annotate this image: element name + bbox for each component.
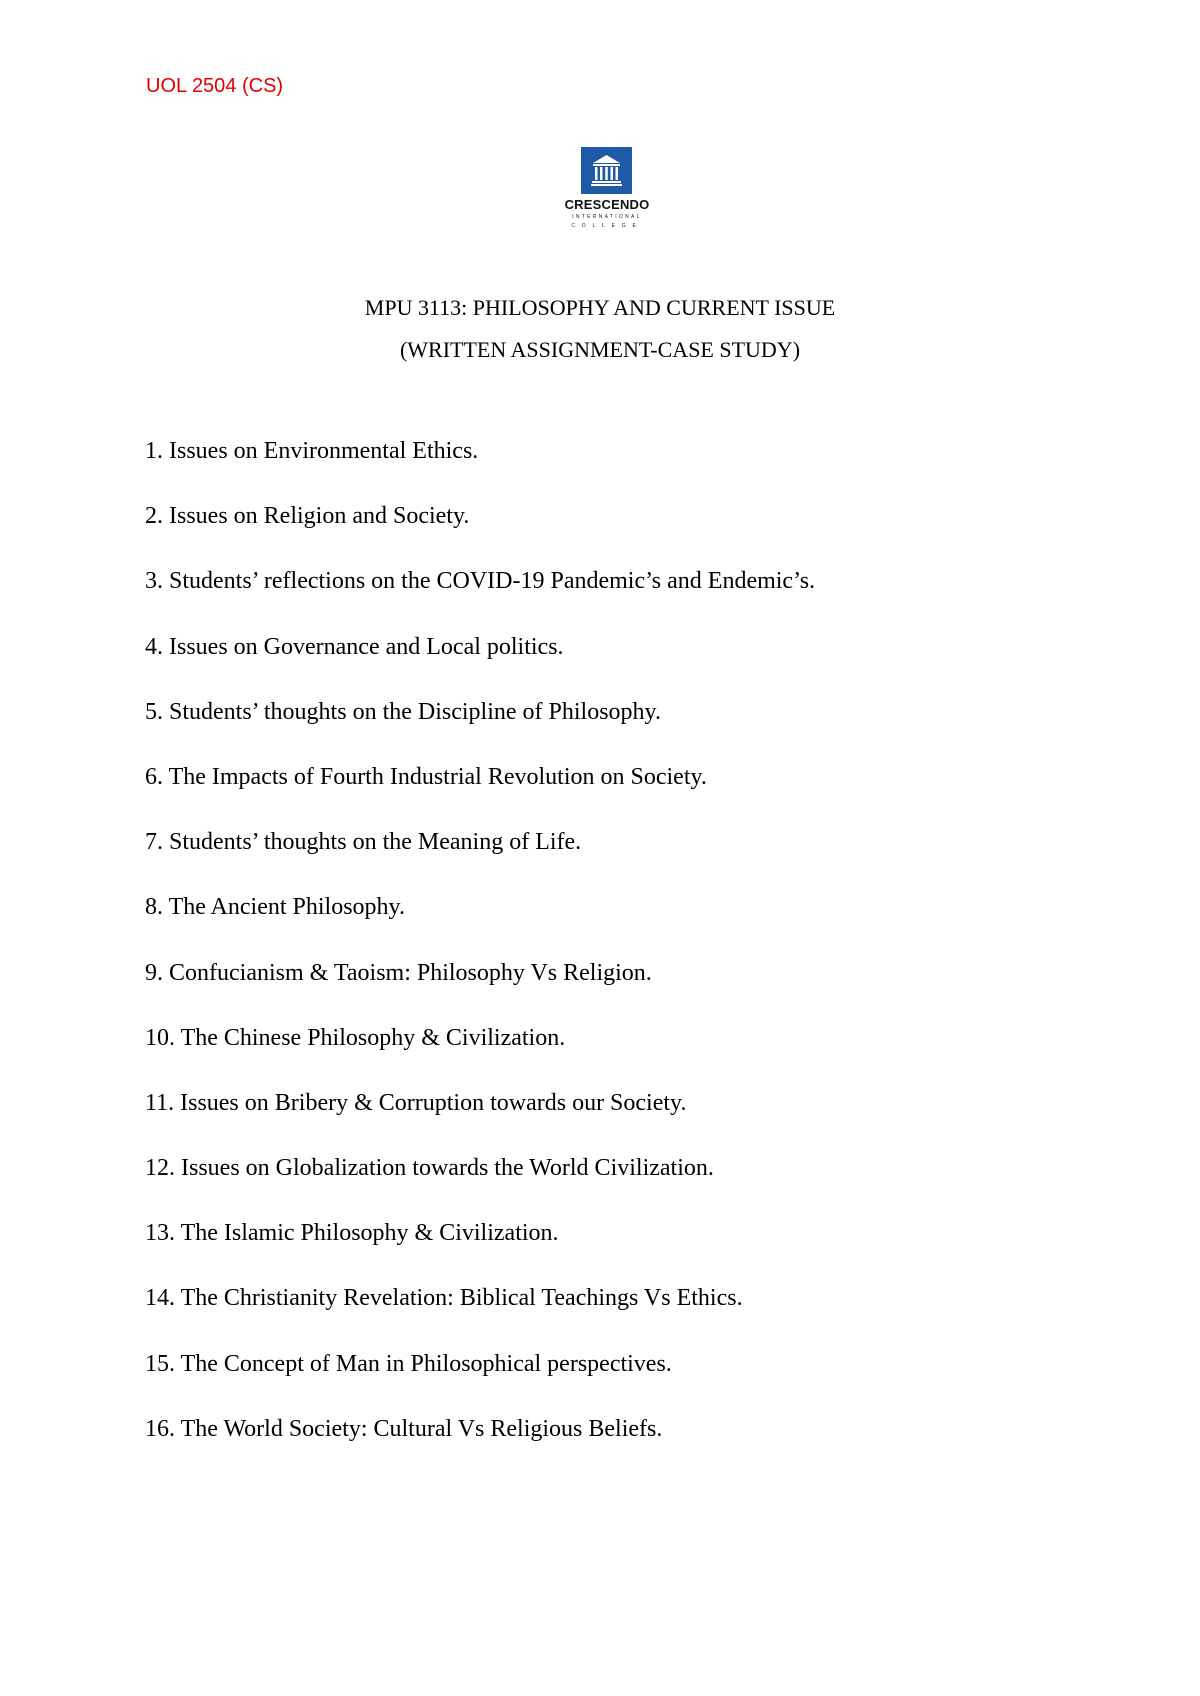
topic-item: 11. Issues on Bribery & Corruption towards our Society. [145, 1089, 687, 1116]
document-subtitle: (WRITTEN ASSIGNMENT-CASE STUDY) [399, 337, 801, 362]
topic-item: 4. Issues on Governance and Local politics. [145, 633, 564, 660]
topic-item: 16. The World Society: Cultural Vs Religious Beliefs. [145, 1415, 663, 1442]
college-logo [553, 147, 661, 237]
logo-name: CRESCENDO [564, 197, 650, 212]
topic-item: 12. Issues on Globalization towards the World Civilization. [145, 1155, 714, 1182]
topic-item: 10. The Chinese Philosophy & Civilization. [145, 1024, 566, 1051]
topic-item: 3. Students’ reflections on the COVID-19 Pandemic’s and Endemic’s. [145, 568, 816, 595]
topic-item: 15. The Concept of Man in Philosophical perspectives. [145, 1350, 672, 1377]
topic-item: 2. Issues on Religion and Society. [145, 503, 470, 530]
course-code-tag: UOL 2504 (CS) [146, 75, 284, 97]
college-building-icon [581, 147, 632, 194]
logo-subtitle-international: INTERNATIONAL [572, 214, 642, 220]
topic-item: 14. The Christianity Revelation: Biblical Teachings Vs Ethics. [145, 1285, 743, 1312]
topic-item: 8. The Ancient Philosophy. [145, 894, 405, 921]
topic-item: 6. The Impacts of Fourth Industrial Revolution on Society. [145, 763, 707, 790]
topic-item: 1. Issues on Environmental Ethics. [145, 438, 479, 464]
topic-list [145, 437, 815, 1480]
topic-item: 5. Students’ thoughts on the Discipline of Philosophy. [145, 698, 661, 725]
document-title: MPU 3113: PHILOSOPHY AND CURRENT ISSUE [364, 295, 836, 320]
topic-item: 9. Confucianism & Taoism: Philosophy Vs Religion. [145, 959, 652, 986]
logo-subtitle-college: COLLEGE [571, 223, 643, 229]
topic-item: 7. Students’ thoughts on the Meaning of Life. [145, 829, 582, 856]
topic-item: 13. The Islamic Philosophy & Civilization. [145, 1220, 559, 1247]
